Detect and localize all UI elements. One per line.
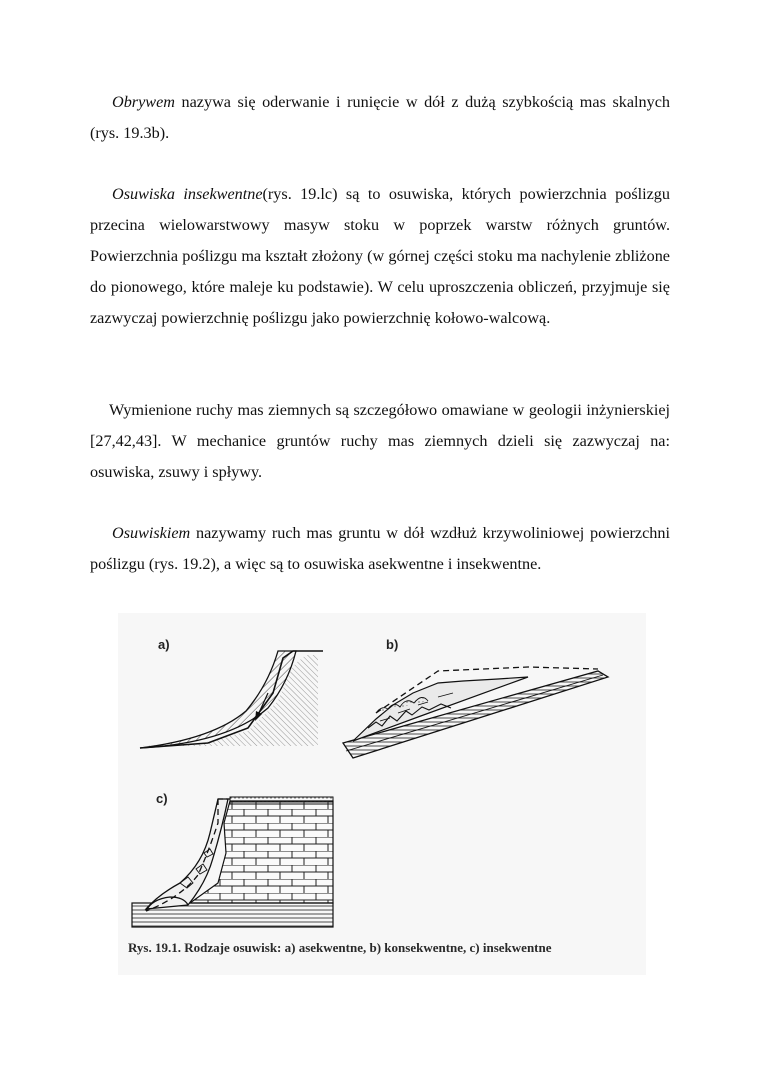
diagram-c-insekwentne — [132, 791, 333, 927]
term-osuwiskiem: Osuwiskiem — [112, 524, 191, 542]
figure-illustration — [118, 613, 646, 975]
paragraph-obryw — [90, 87, 670, 149]
figure-landslide-types — [118, 613, 646, 975]
term-obrywem: Obrywem — [112, 93, 175, 111]
diagram-a-asekwentne — [140, 637, 323, 748]
paragraph-ruchy-mas-text: Wymienione ruchy mas ziemnych są szczegółowo omawiane w geologii inżynierskiej [27,42,43]. W mechanice gruntów ruchy mas ziemnych dzieli się zazwyczaj na: osuwiska, zsuwy i spływy. — [90, 401, 670, 481]
diagram-b-konsekwentne — [343, 637, 608, 758]
paragraph-obryw-text: nazywa się oderwanie i runięcie w dół z dużą szybkością mas skalnych (rys. 19.3b). — [90, 93, 670, 142]
paragraph-insekwentne-text: (rys. 19.lc) są to osuwiska, których powierzchnia poślizgu przecina wielowarstwowy masyw stoku w poprzek warstw różnych gruntów. Powierzchnia poślizgu ma kształt złożony (w górnej części stoku ma nachylenie zbliżone do pionowego, które maleje ku podstawie). W celu uproszczenia obliczeń, przyjmuje się zazwyczaj powierzchnię poślizgu jako powierzchnię kołowo-walcową. — [90, 185, 670, 327]
paragraph-osuwiska-insekwentne — [90, 179, 670, 334]
figure-caption: Rys. 19.1. Rodzaje osuwisk: a) asekwentne, b) konsekwentne, c) insekwentne — [128, 940, 552, 955]
paragraph-ruchy-mas — [90, 395, 670, 488]
paragraph-osuwisko — [90, 518, 670, 580]
label-a: a) — [158, 637, 170, 652]
paragraph-osuwisko-text: nazywamy ruch mas gruntu w dół wzdłuż krzywoliniowej powierzchni poślizgu (rys. 19.2), a więc są to osuwiska asekwentne i insekwentne. — [90, 524, 670, 573]
label-c: c) — [156, 791, 168, 806]
term-osuwiska-insekwentne: Osuwiska insekwentne — [112, 185, 263, 203]
label-b: b) — [386, 637, 399, 652]
